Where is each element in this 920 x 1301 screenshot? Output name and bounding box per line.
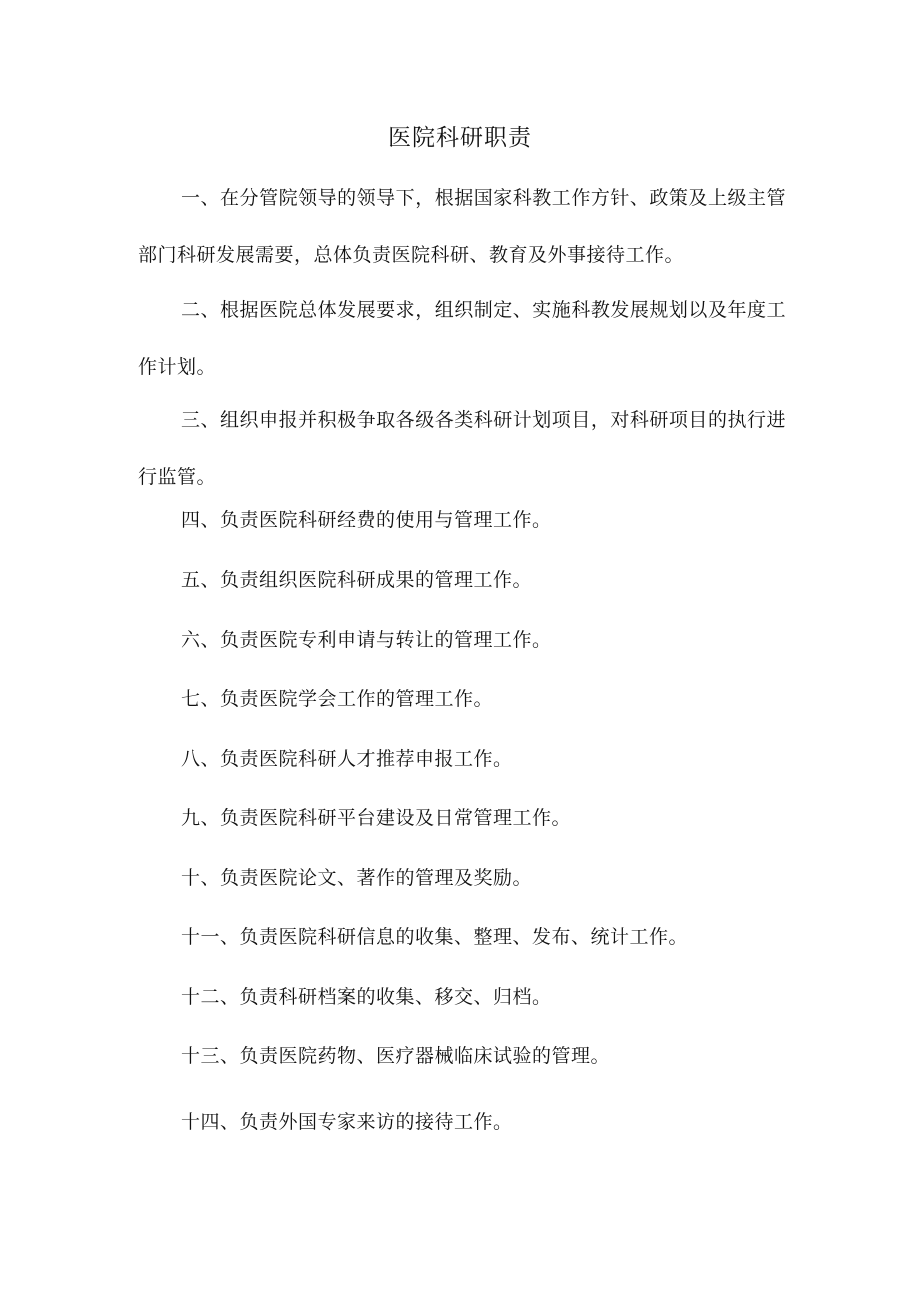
duty-item-13: 十三、负责医院药物、医疗器械临床试验的管理。 (181, 1045, 611, 1067)
duty-item-3: 三、组织申报并积极争取各级各类科研计划项目，对科研项目的执行进行监管。 (138, 409, 786, 488)
duty-item-2: 二、根据医院总体发展要求，组织制定、实施科教发展规划以及年度工作计划。 (138, 299, 786, 378)
duty-item-5: 五、负责组织医院科研成果的管理工作。 (181, 569, 533, 591)
document-title: 医院科研职责 (388, 125, 532, 151)
duty-item-9: 九、负责医院科研平台建设及日常管理工作。 (181, 807, 572, 829)
duty-item-8: 八、负责医院科研人才推荐申报工作。 (181, 748, 513, 770)
duty-item-11: 十一、负责医院科研信息的收集、整理、发布、统计工作。 (181, 926, 689, 948)
duty-item-7: 七、负责医院学会工作的管理工作。 (181, 688, 494, 710)
duty-item-10: 十、负责医院论文、著作的管理及奖励。 (181, 867, 533, 889)
duty-item-12: 十二、负责科研档案的收集、移交、归档。 (181, 986, 552, 1008)
duty-item-14: 十四、负责外国专家来访的接待工作。 (181, 1111, 513, 1133)
duty-item-1: 一、在分管院领导的领导下，根据国家科教工作方针、政策及上级主管部门科研发展需要，总体负责医院科研、教育及外事接待工作。 (138, 187, 786, 266)
duty-item-4: 四、负责医院科研经费的使用与管理工作。 (181, 509, 552, 531)
duty-item-6: 六、负责医院专利申请与转让的管理工作。 (181, 629, 552, 651)
